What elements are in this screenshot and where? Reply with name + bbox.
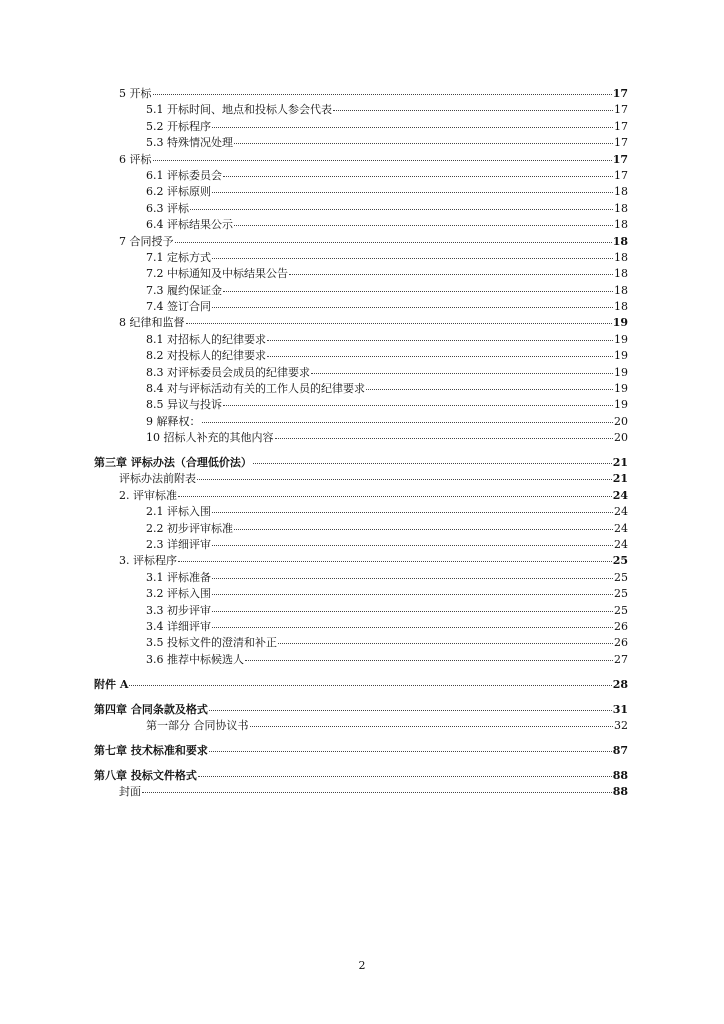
toc-entry-page: 17 [612,152,628,166]
dot-leader [212,192,613,193]
toc-entry-page: 19 [614,398,628,412]
dot-leader [275,438,614,439]
toc-entry-title: 第七章 技术标准和要求 [94,743,208,757]
toc-entry[interactable] [94,184,628,200]
toc-entry-title: 评标办法前附表 [119,472,196,486]
toc-entry[interactable] [94,570,628,586]
toc-entry-page: 17 [614,119,628,133]
toc-entry-page: 17 [612,87,628,100]
toc-entry-title: 第一部分 合同协议书 [146,718,249,732]
dot-leader [209,751,612,752]
toc-entry-title: 3.5 投标文件的澄清和补正 [146,636,277,650]
toc-entry-page: 21 [612,472,628,486]
toc-entry[interactable] [94,315,628,331]
toc-entry-page: 18 [614,218,628,232]
toc-entry[interactable] [94,234,628,250]
dot-leader [153,94,612,95]
toc-entry-title: 5.3 特殊情况处理 [146,136,233,150]
toc-entry-page: 18 [614,300,628,314]
toc-entry-title: 7.2 中标通知及中标结果公告 [146,267,288,281]
toc-entry[interactable] [94,586,628,602]
toc-entry-page: 87 [612,743,628,757]
toc-entry-page: 19 [614,382,628,396]
toc-entry-title: 2. 评审标准 [119,488,177,502]
toc-entry[interactable] [94,702,628,718]
toc-entry-page: 26 [614,620,628,633]
toc-entry-page: 18 [614,250,628,264]
dot-leader [234,143,613,144]
dot-leader [197,479,612,480]
toc-entry-page: 32 [614,718,628,732]
toc-entry-page: 17 [614,136,628,150]
toc-entry[interactable] [94,299,628,315]
toc-entry[interactable] [94,119,628,135]
toc-entry[interactable] [94,488,628,504]
dot-leader [129,685,611,686]
toc-entry[interactable] [94,603,628,619]
toc-entry-page: 18 [614,201,628,215]
dot-leader [289,274,613,275]
toc-entry[interactable] [94,768,628,784]
dot-leader [278,643,613,644]
toc-entry-title: 7.4 签订合同 [146,300,211,314]
toc-entry-title: 第四章 合同条款及格式 [94,702,208,716]
dot-leader [245,660,613,661]
dot-leader [234,225,613,226]
dot-leader [267,340,613,341]
toc-entry[interactable] [94,152,628,168]
toc-entry-page: 19 [614,365,628,379]
toc-entry[interactable] [94,381,628,397]
toc-entry[interactable] [94,652,628,668]
toc-entry[interactable] [94,677,628,693]
toc-entry-title: 5.2 开标程序 [146,119,211,133]
toc-entry-page: 25 [612,554,628,568]
toc-entry[interactable] [94,135,628,151]
dot-leader [198,776,612,777]
dot-leader [178,496,612,497]
toc-entry-page: 18 [614,283,628,297]
toc-entry-page: 31 [612,702,628,716]
dot-leader [267,356,613,357]
toc-entry[interactable] [94,102,628,118]
toc-entry-title: 7 合同授予 [119,234,174,248]
toc-entry[interactable] [94,743,628,759]
toc-entry-title: 7.3 履约保证金 [146,283,222,297]
dot-leader [153,160,612,161]
toc-entry-title: 3. 评标程序 [119,554,177,568]
toc-entry-page: 28 [612,677,628,691]
toc-entry-title: 7.1 定标方式 [146,250,211,264]
toc-entry[interactable] [94,250,628,266]
toc-entry[interactable] [94,635,628,651]
toc-entry-page: 20 [614,414,628,428]
toc-entry-page: 18 [614,185,628,199]
toc-entry-title: 9 解释权： [146,414,201,428]
toc-entry-page: 18 [612,234,628,248]
toc-entry-page: 26 [614,636,628,650]
toc-entry-title: 附件 A [94,677,129,691]
dot-leader [212,594,613,595]
toc-entry[interactable] [94,168,628,184]
dot-leader [223,176,613,177]
dot-leader [212,127,613,128]
toc-entry-title: 6.1 评标委员会 [146,168,222,182]
toc-entry-page: 24 [614,538,628,552]
dot-leader [212,258,613,259]
dot-leader [190,209,613,210]
dot-leader [212,627,613,628]
toc-entry-page: 19 [612,316,628,330]
toc-entry-title: 第八章 投标文件格式 [94,768,197,782]
toc-entry[interactable] [94,619,628,635]
toc-entry-page: 17 [614,103,628,117]
toc-entry-title: 6.4 评标结果公示 [146,218,233,232]
toc-entry-page: 88 [612,768,628,782]
toc-entry-title: 8.1 对招标人的纪律要求 [146,332,266,346]
toc-entry-title: 2.2 初步评审标准 [146,521,233,535]
toc-entry[interactable] [94,553,628,569]
toc-entry[interactable] [94,201,628,217]
toc-entry[interactable] [94,266,628,282]
toc-entry-title: 3.6 推荐中标候选人 [146,652,244,666]
toc-entry-page: 24 [614,505,628,519]
toc-entry-page: 20 [614,431,628,445]
toc-entry-title: 10 招标人补充的其他内容 [146,431,274,445]
toc-entry-title: 5.1 开标时间、地点和投标人参会代表 [146,103,332,117]
toc-entry[interactable] [94,397,628,413]
dot-leader [202,422,614,423]
toc-entry[interactable] [94,784,628,800]
toc-entry-title: 3.4 详细评审 [146,620,211,633]
toc-entry-title: 8.2 对投标人的纪律要求 [146,349,266,363]
dot-leader [186,323,612,324]
toc-entry[interactable] [94,455,628,471]
toc-entry[interactable] [94,283,628,299]
toc-entry[interactable] [94,718,628,734]
toc-entry-page: 88 [612,785,628,799]
toc-entry-title: 第三章 评标办法（合理低价法） [94,456,252,470]
toc-entry[interactable] [94,348,628,364]
toc-entry-title: 8 纪律和监督 [119,316,185,330]
dot-leader [366,389,613,390]
toc-entry-title: 6.3 评标 [146,201,189,215]
toc-entry-page: 17 [614,168,628,182]
toc-entry-page: 25 [614,587,628,601]
toc-entry-title: 3.2 评标入围 [146,587,211,601]
toc-entry[interactable] [94,430,628,446]
dot-leader [142,792,612,793]
toc-entry-page: 21 [612,456,628,470]
toc-entry[interactable] [94,365,628,381]
dot-leader [223,405,613,406]
dot-leader [333,110,613,111]
toc-entry-title: 8.3 对评标委员会成员的纪律要求 [146,365,310,379]
toc-entry[interactable] [94,521,628,537]
toc-entry-page: 25 [614,570,628,584]
toc-entry[interactable] [94,217,628,233]
dot-leader [175,242,612,243]
toc-entry[interactable] [94,414,628,430]
toc-entry-title: 3.3 初步评审 [146,603,211,617]
toc-entry[interactable] [94,332,628,348]
toc-entry-title: 8.5 异议与投诉 [146,398,222,412]
dot-leader [234,529,613,530]
dot-leader [212,611,613,612]
toc-entry-page: 25 [614,603,628,617]
toc-entry-page: 27 [614,652,628,666]
toc-entry-title: 8.4 对与评标活动有关的工作人员的纪律要求 [146,382,365,396]
toc-entry[interactable] [94,537,628,553]
toc-entry-page: 18 [614,267,628,281]
dot-leader [212,545,613,546]
toc-entry-title: 3.1 评标准备 [146,570,211,584]
toc-entry-title: 2.1 评标入围 [146,505,211,519]
dot-leader [253,463,612,464]
toc-entry-title: 6 评标 [119,152,152,166]
dot-leader [212,578,613,579]
page-number: 2 [358,959,366,972]
dot-leader [178,561,612,562]
table-of-contents [94,86,628,801]
toc-entry[interactable] [94,504,628,520]
toc-entry-title: 2.3 详细评审 [146,538,211,552]
toc-entry-page: 19 [614,332,628,346]
dot-leader [212,512,613,513]
dot-leader [212,307,613,308]
toc-entry-page: 24 [614,521,628,535]
toc-entry-title: 6.2 评标原则 [146,185,211,199]
dot-leader [250,726,614,727]
toc-entry-title: 5 开标 [119,87,152,100]
toc-entry[interactable] [94,86,628,102]
dot-leader [223,291,613,292]
dot-leader [311,373,613,374]
toc-entry-page: 19 [614,349,628,363]
toc-entry-page: 24 [612,488,628,502]
dot-leader [209,710,612,711]
toc-entry[interactable] [94,471,628,487]
toc-entry-title: 封面 [119,785,141,799]
